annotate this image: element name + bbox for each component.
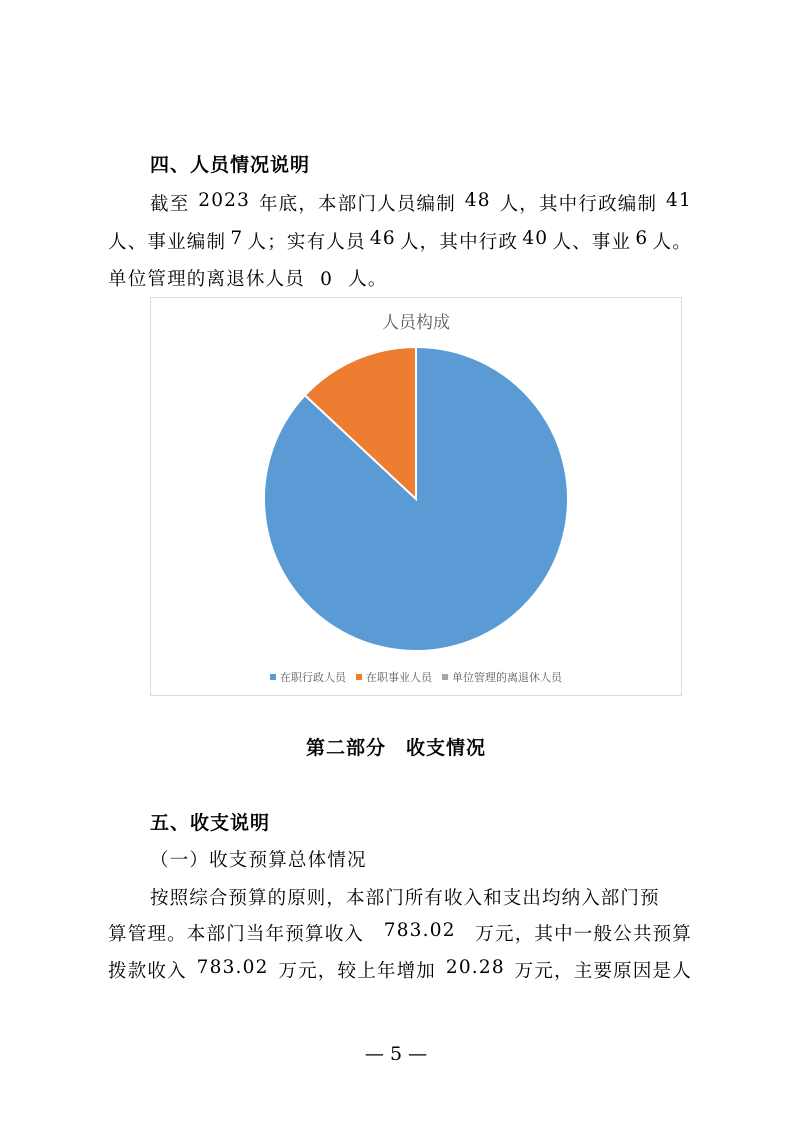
text-run: 单位管理的离退休人员	[108, 269, 306, 290]
text-run: 按照综合预算的原则，本部门所有收入和支出均纳入部门预	[150, 888, 660, 909]
text-run: 算管理。本部门当年预算收入	[108, 924, 365, 945]
chart-title: 人员构成	[382, 313, 450, 333]
legend-swatch	[356, 674, 362, 680]
section4-heading: 四、人员情况说明	[150, 154, 311, 176]
text-run: 人，其中行政	[399, 232, 519, 253]
section5-line-1	[150, 884, 660, 910]
section4-line-1	[150, 190, 692, 216]
text-run: 拨款收入	[108, 961, 187, 982]
legend-label: 单位管理的离退休人员	[452, 671, 562, 684]
text-run: 48	[464, 190, 491, 211]
legend-swatch	[270, 674, 276, 680]
legend-label: 在职行政人员	[280, 671, 346, 684]
text-run: 万元，主要原因是人	[514, 961, 692, 982]
chart-legend	[151, 669, 681, 685]
legend-label: 在职事业人员	[366, 671, 432, 684]
text-run: 人、事业	[552, 232, 632, 253]
text-run: 万元，其中一般公共预算	[475, 924, 692, 945]
text-run: 万元，较上年增加	[278, 961, 437, 982]
text-run: 2023	[198, 190, 251, 211]
section5-line-2	[108, 920, 692, 946]
text-run: 年底，本部门人员编制	[258, 194, 456, 215]
personnel-pie-chart	[150, 297, 682, 696]
section4-line-2	[108, 228, 692, 254]
text-run: 人。	[348, 269, 388, 290]
text-run: 783.02	[196, 957, 269, 978]
text-run: 6	[635, 228, 649, 249]
text-run: 41	[666, 190, 692, 211]
legend-item-institution	[356, 669, 432, 685]
text-run: 0	[320, 269, 334, 290]
text-run: 7	[230, 228, 244, 249]
pie-svg	[151, 298, 681, 695]
text-run: 783.02	[383, 920, 456, 941]
legend-item-admin	[270, 669, 346, 685]
section5-line-3	[108, 957, 692, 983]
section4-line-3	[108, 265, 388, 291]
text-run: 人、事业编制	[108, 232, 227, 253]
text-run: 人。	[652, 232, 692, 253]
part2-title: 第二部分 收支情况	[305, 737, 486, 759]
text-run: 人，其中行政编制	[499, 194, 658, 215]
text-run: 人；实有人员	[247, 232, 366, 253]
text-run: 46	[369, 228, 396, 249]
text-run: 20.28	[445, 957, 505, 978]
legend-swatch	[442, 674, 448, 680]
section5-heading: 五、收支说明	[150, 812, 271, 834]
page-number: — 5 —	[364, 1043, 428, 1065]
text-run: 截至	[150, 194, 190, 215]
legend-item-retired	[442, 669, 562, 685]
text-run: 40	[522, 228, 549, 249]
section5-subheading: （一）收支预算总体情况	[150, 850, 367, 871]
